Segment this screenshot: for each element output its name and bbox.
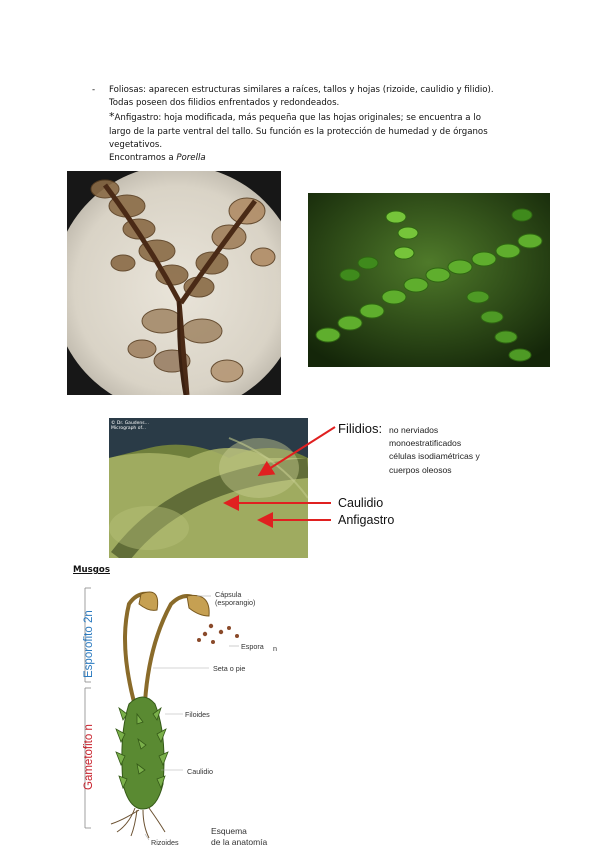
filidios-description: no nerviados monoestratificados células isodiamétricas y cuerpos oleosos: [389, 425, 480, 475]
anfigastro-label: Anfigastro: [338, 513, 395, 527]
foliosas-line: Foliosas: aparecen estructuras similares a raíces, tallos y hojas (rizoide, caulidio y filidio).: [109, 85, 494, 95]
capsula-label: Cápsula: [215, 590, 242, 599]
seta-label: Seta o pie: [213, 664, 246, 673]
bullet-dash: -: [92, 85, 96, 95]
filidio-annotated-figure: [109, 418, 493, 560]
asterisk: *: [109, 110, 115, 124]
anfigastro-line: *Anfigastro: hoja modificada, más pequeña que las hojas originales; se encuentra a lo: [109, 110, 481, 124]
musgos-heading: Musgos: [73, 565, 110, 575]
anfigastro-line-3: vegetativos.: [109, 139, 163, 150]
foliosas-bullet: [92, 84, 532, 165]
porella-name: Porella: [176, 153, 206, 164]
rizoides-label: Rizoides: [151, 838, 179, 847]
filidios-line: Todas poseen dos filidios enfrentados y redondeados.: [109, 98, 340, 109]
photo-credit: © Dr. Gaudens... Micrograph of...: [111, 421, 149, 431]
caulidio-label: Caulidio: [338, 496, 384, 510]
gametofito-label: Gametofito n: [83, 724, 95, 790]
porella-plant-photo: [308, 193, 550, 367]
porella-line: Encontramos a Porella: [109, 153, 206, 164]
esporofito-label: Esporofito 2n: [83, 610, 95, 678]
caulidio-diagram-label: Caulidio: [187, 767, 213, 776]
filoides-label: Filoides: [185, 710, 210, 719]
moss-anatomy-diagram: [79, 584, 279, 848]
filidios-annotation: [338, 420, 480, 475]
diagram-caption: Esquema de la anatomía: [211, 826, 268, 847]
filidios-title: Filidios:: [338, 421, 383, 436]
espora-label: Espora: [241, 642, 264, 651]
espora-n-label: n: [273, 644, 277, 653]
porella-microscope-photo: [67, 171, 281, 395]
esporangio-label: (esporangio): [215, 598, 256, 607]
anfigastro-line-2: largo de la parte ventral del tallo. Su función es la protección de humedad y de órganos: [109, 126, 488, 137]
